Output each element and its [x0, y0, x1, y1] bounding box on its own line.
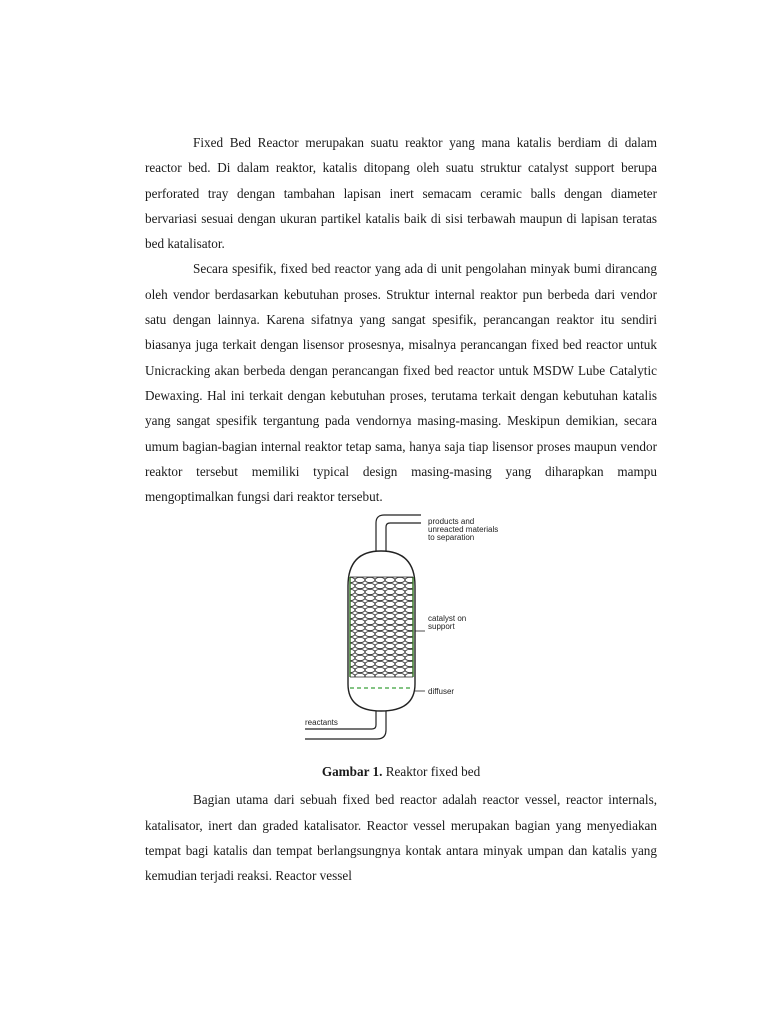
caption-text: Reaktor fixed bed — [382, 764, 481, 780]
label-products-2: unreacted materials — [428, 525, 499, 535]
document-page — [145, 130, 657, 889]
reactor-figure — [145, 511, 657, 761]
label-products-3: to separation — [428, 533, 475, 543]
label-catalyst-2: support — [428, 622, 455, 632]
reactor-diagram — [145, 511, 657, 761]
caption-number: Gambar 1. — [321, 764, 383, 780]
label-diffuser: diffuser — [428, 687, 455, 697]
label-catalyst-1: catalyst on — [428, 614, 467, 624]
catalyst-bed — [350, 577, 413, 677]
outlet-pipe — [376, 515, 421, 551]
paragraph-2: Secara spesifik, fixed bed reactor yang ada di unit pengolahan minyak bumi dirancang oleh vendor berdasarkan kebutuhan proses. Struktur internal reaktor pun berbeda dari vendor satu dengan lainnya. Karena sifatnya yang sangat spesifik, perancangan reaktor itu sendiri biasanya juga terkait dengan lisensor prosesnya, misalnya perancangan fixed bed reactor untuk Unicracking akan berbeda dengan perancangan fixed bed reactor untuk MSDW Lube Catalytic Dewaxing. Hal ini terkait dengan kebutuhan proses, terutama terkait dengan kebutuhan katalis yang sangat spesifik tergantung pada vendornya masing-masing. Meskipun demikian, secara umum bagian-bagian internal reaktor tetap sama, hanya saja tiap lisensor proses maupun vendor reaktor tersebut memiliki typical design masing-masing yang diharapkan mampu mengoptimalkan fungsi dari reaktor tersebut. — [145, 261, 657, 505]
paragraph-3: Bagian utama dari sebuah fixed bed reactor adalah reactor vessel, reactor internals, katalisator, inert dan graded katalisator. Reactor vessel merupakan bagian yang menyediakan tempat bagi katalis dan tempat berlangsungnya kontak antara minyak umpan dan katalis yang kemudian terjadi reaksi. Reactor vessel — [145, 792, 657, 884]
paragraph-1: Fixed Bed Reactor merupakan suatu reaktor yang mana katalis berdiam di dalam reactor bed. Di dalam reaktor, katalis ditopang oleh suatu struktur catalyst support berupa perforated tray dengan tambahan lapisan inert semacam ceramic balls dengan diameter bervariasi sesuai dengan ukuran partikel katalis baik di sisi terbawah maupun di lapisan teratas bed katalisator. — [145, 135, 657, 252]
figure-caption — [145, 761, 657, 783]
label-products-1: products and — [428, 517, 475, 527]
label-reactants: reactants — [305, 718, 338, 728]
